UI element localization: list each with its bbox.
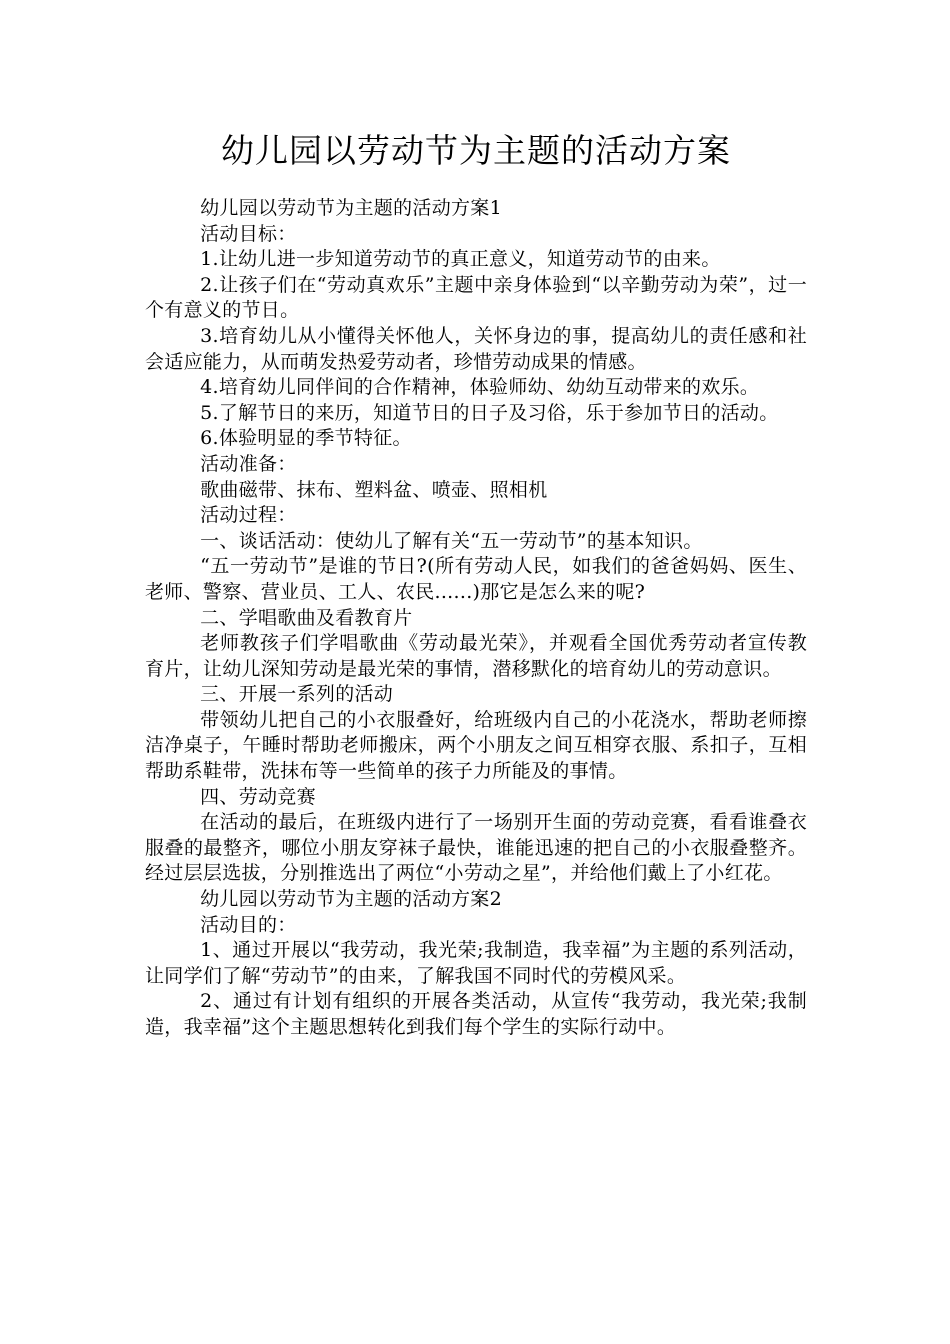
paragraph: 2.让孩子们在“劳动真欢乐”主题中亲身体验到“以辛勤劳动为荣”，过一个有意义的节日。 bbox=[145, 273, 807, 322]
paragraph: 2、通过有计划有组织的开展各类活动，从宣传“我劳动，我光荣;我制造，我幸福”这个主题思想转化到我们每个学生的实际行动中。 bbox=[145, 990, 807, 1038]
paragraph: 1、通过开展以“我劳动，我光荣;我制造，我幸福”为主题的系列活动，让同学们了解“劳动节”的由来，了解我国不同时代的劳模风采。 bbox=[145, 939, 807, 987]
paragraph: 一、谈话活动：使幼儿了解有关“五一劳动节”的基本知识。 bbox=[200, 529, 703, 552]
document-body bbox=[145, 196, 807, 1041]
paragraph: 三、开展一系列的活动 bbox=[200, 683, 394, 706]
paragraph: 4.培育幼儿同伴间的合作精神，体验师幼、幼幼互动带来的欢乐。 bbox=[200, 376, 760, 399]
paragraph: 6.体验明显的季节特征。 bbox=[200, 427, 412, 450]
paragraph: 活动目标： bbox=[200, 222, 297, 245]
paragraph: 5.了解节日的来历，知道节日的日子及习俗，乐于参加节日的活动。 bbox=[200, 401, 779, 424]
paragraph: 活动目的： bbox=[200, 913, 297, 936]
paragraph: 1.让幼儿进一步知道劳动节的真正意义，知道劳动节的由来。 bbox=[200, 248, 721, 271]
paragraph: 歌曲磁带、抹布、塑料盆、喷壶、照相机 bbox=[200, 478, 548, 501]
paragraph: 老师教孩子们学唱歌曲《劳动最光荣》，并观看全国优秀劳动者宣传教育片，让幼儿深知劳动是最光荣的事情，潜移默化的培育幼儿的劳动意识。 bbox=[145, 632, 807, 680]
paragraph: 带领幼儿把自己的小衣服叠好，给班级内自己的小花浇水，帮助老师擦洁净桌子，午睡时帮助老师搬床，两个小朋友之间互相穿衣服、系扣子，互相帮助系鞋带，洗抹布等一些简单的孩子力所能及的事情。 bbox=[145, 708, 807, 783]
paragraph: 二、学唱歌曲及看教育片 bbox=[200, 606, 413, 629]
paragraph: “五一劳动节”是谁的节日?(所有劳动人民，如我们的爸爸妈妈、医生、老师、警察、营业员、工人、农民......)那它是怎么来的呢? bbox=[145, 555, 807, 603]
paragraph: 在活动的最后，在班级内进行了一场别开生面的劳动竞赛，看看谁叠衣服叠的最整齐，哪位小朋友穿袜子最快，谁能迅速的把自己的小衣服叠整齐。经过层层选拔，分别推选出了两位“小劳动之星”，并给他们戴上了小红花。 bbox=[145, 811, 807, 885]
paragraph: 幼儿园以劳动节为主题的活动方案2 bbox=[200, 888, 502, 911]
paragraph: 幼儿园以劳动节为主题的活动方案1 bbox=[200, 197, 502, 219]
paragraph: 活动准备： bbox=[200, 452, 297, 475]
document-page bbox=[145, 128, 807, 1041]
paragraph: 活动过程： bbox=[200, 504, 297, 527]
document-title: 幼儿园以劳动节为主题的活动方案 bbox=[221, 131, 731, 170]
paragraph: 3.培育幼儿从小懂得关怀他人，关怀身边的事，提高幼儿的责任感和社会适应能力，从而萌发热爱劳动者，珍惜劳动成果的情感。 bbox=[145, 324, 807, 373]
paragraph: 四、劳动竞赛 bbox=[200, 785, 316, 808]
